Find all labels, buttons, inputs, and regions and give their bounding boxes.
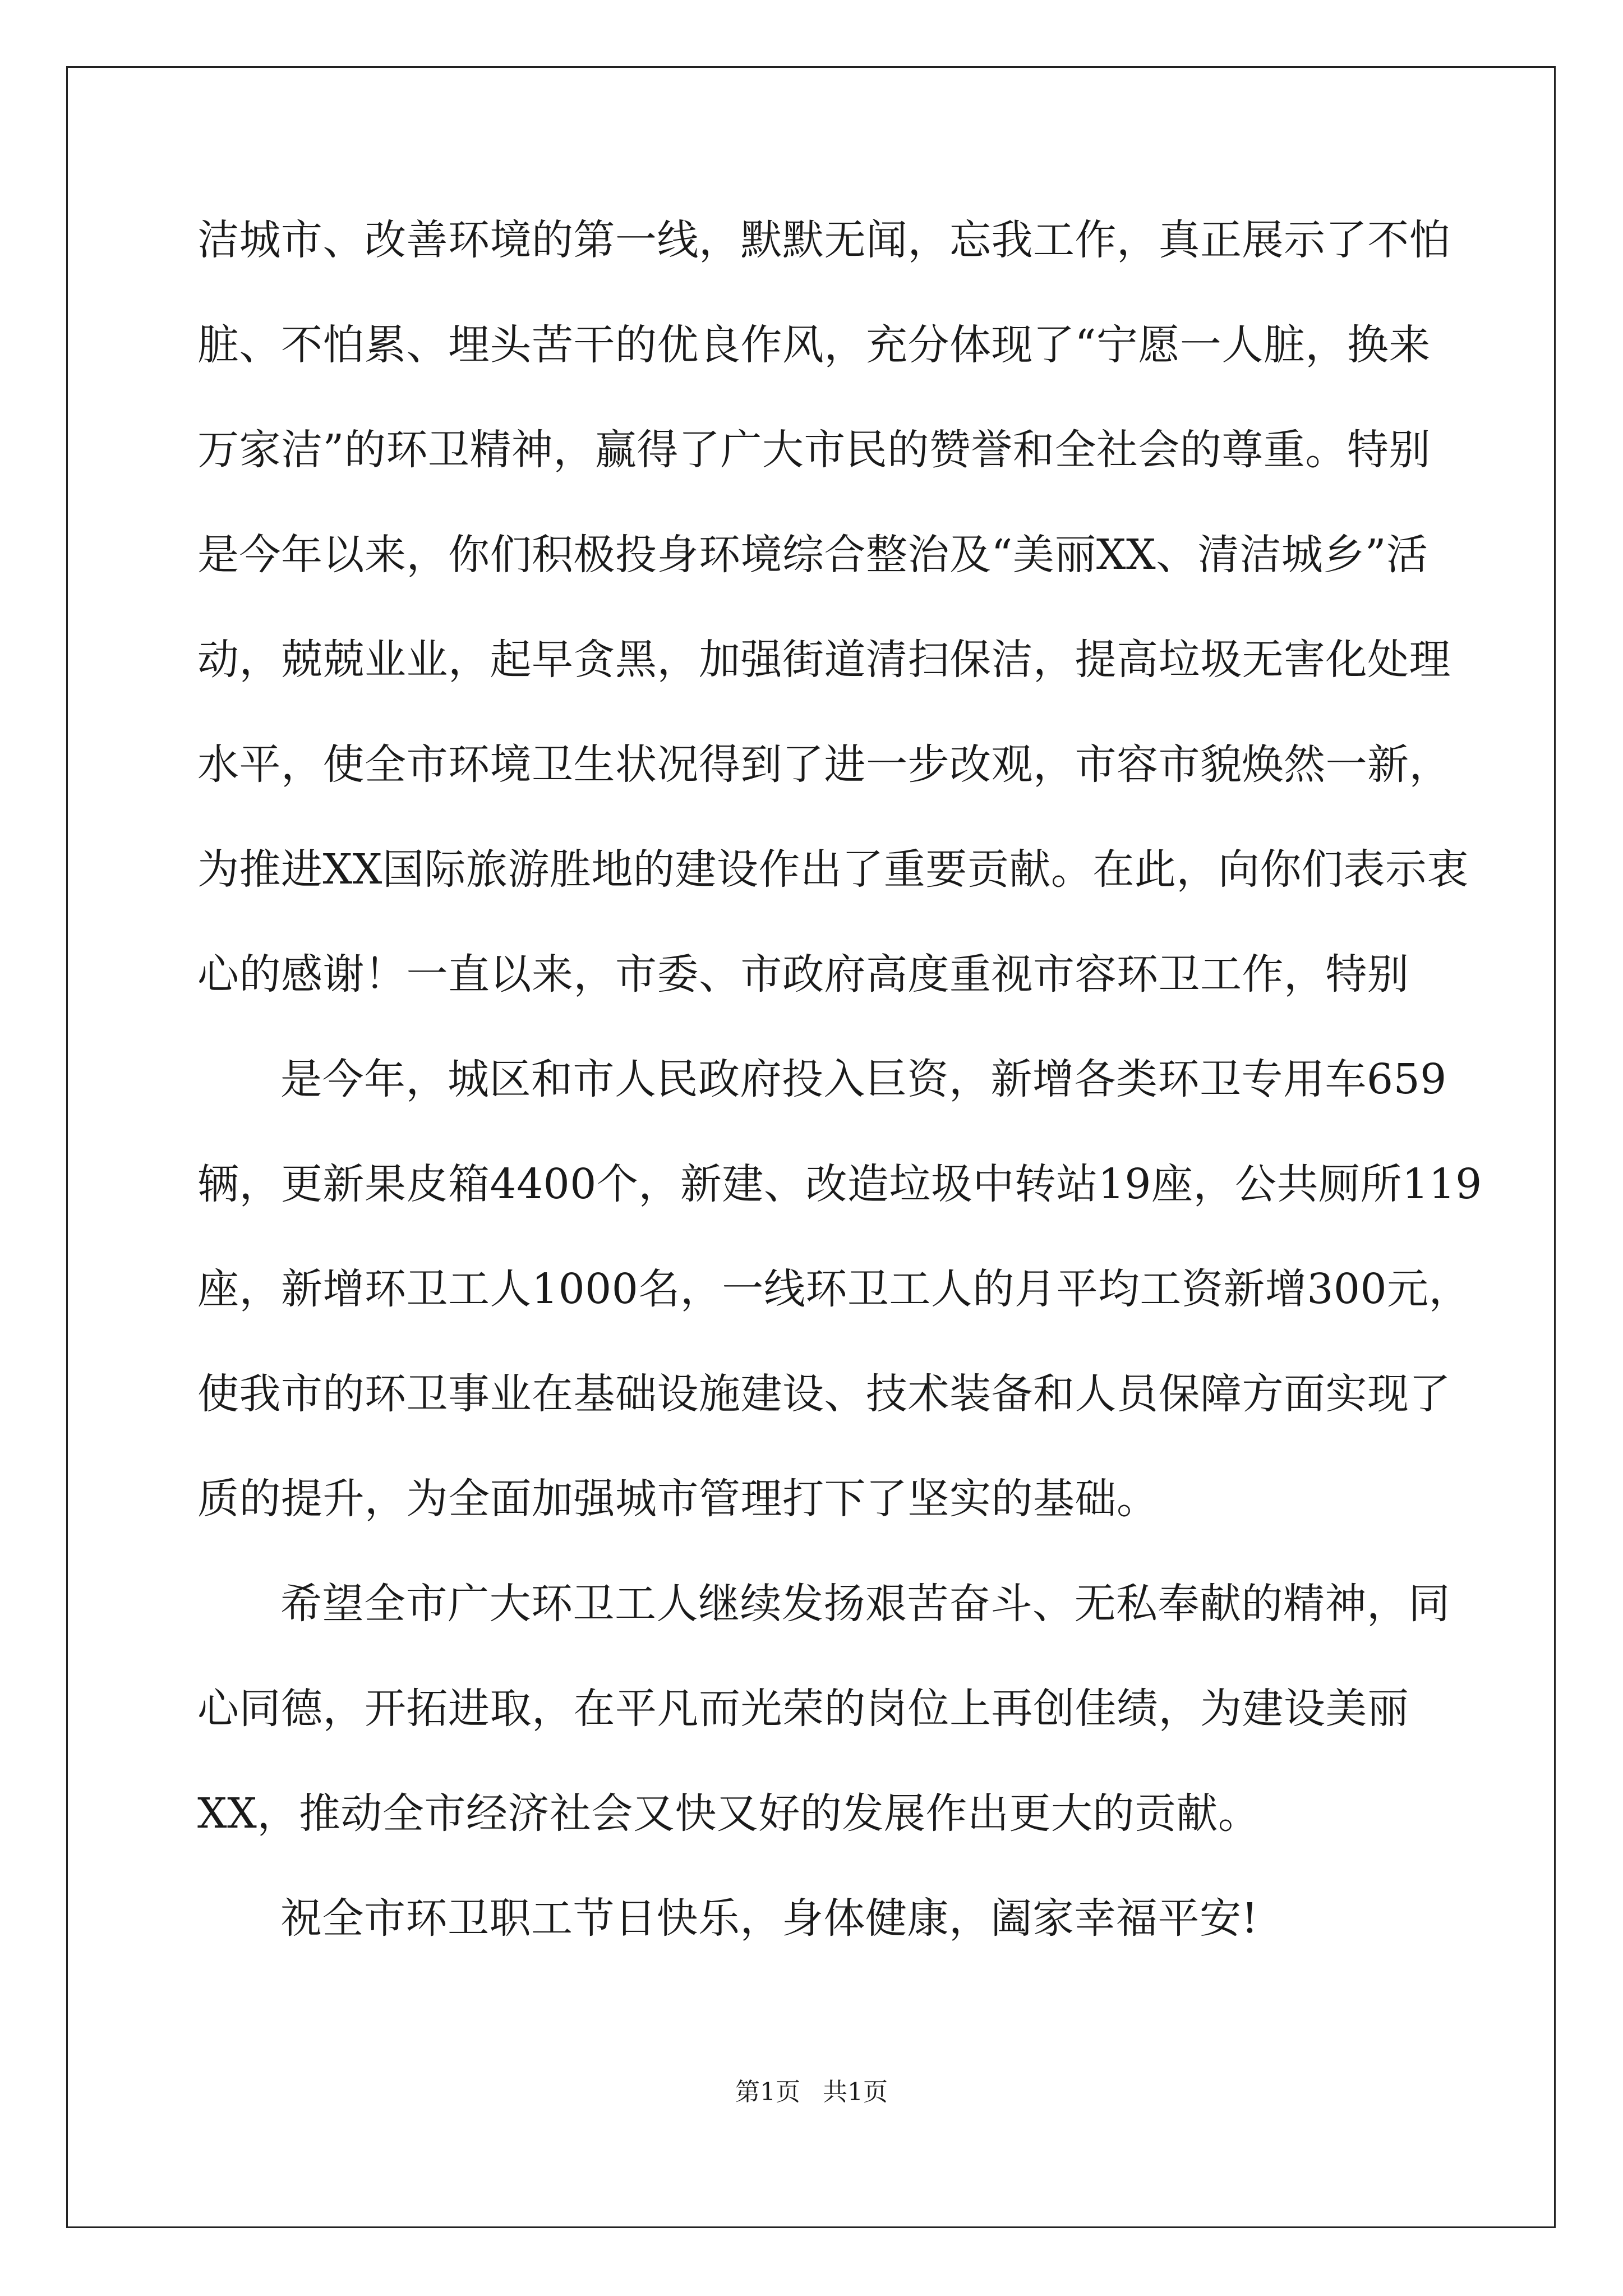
paragraph-start-line: 是今年，城区和市人民政府投入巨资，新增各类环卫专用车659 bbox=[280, 1055, 1447, 1103]
text-line: XX，推动全市经济社会又快又好的发展作出更大的贡献。 bbox=[197, 1789, 1260, 1838]
text-line: 动，兢兢业业，起早贪黑，加强街道清扫保洁，提高垃圾无害化处理 bbox=[197, 636, 1451, 684]
text-line: 心的感谢！一直以来，市委、市政府高度重视市容环卫工作，特别 bbox=[197, 950, 1409, 999]
page-number-current: 第1页 bbox=[735, 2078, 800, 2106]
text-line: 质的提升，为全面加强城市管理打下了坚实的基础。 bbox=[197, 1475, 1159, 1523]
text-line: 水平，使全市环境卫生状况得到了进一步改观，市容市貌焕然一新， bbox=[197, 740, 1451, 789]
paragraph-start-line: 希望全市广大环卫工人继续发扬艰苦奋斗、无私奉献的精神，同 bbox=[280, 1580, 1450, 1628]
page-number-total: 共1页 bbox=[823, 2078, 888, 2106]
text-line: 辆，更新果皮箱4400个，新建、改造垃圾中转站19座，公共厕所119 bbox=[197, 1160, 1482, 1208]
text-line: 座，新增环卫工人1000名，一线环卫工人的月平均工资新增300元， bbox=[197, 1265, 1471, 1313]
text-line: 万家洁”的环卫精神，赢得了广大市民的赞誉和全社会的尊重。特别 bbox=[197, 426, 1431, 474]
text-line: 心同德，开拓进取，在平凡而光荣的岗位上再创佳绩，为建设美丽 bbox=[197, 1685, 1409, 1733]
text-line: 是今年以来，你们积极投身环境综合整治及“美丽XX、清洁城乡”活 bbox=[197, 531, 1428, 579]
text-line: 使我市的环卫事业在基础设施建设、技术装备和人员保障方面实现了 bbox=[197, 1370, 1451, 1418]
page-footer bbox=[0, 2076, 1623, 2109]
text-line: 为推进XX国际旅游胜地的建设作出了重要贡献。在此，向你们表示衷 bbox=[197, 845, 1469, 894]
document-body bbox=[197, 213, 1482, 1996]
text-line: 脏、不怕累、埋头苦干的优良作风，充分体现了“宁愿一人脏，换来 bbox=[197, 321, 1431, 369]
paragraph-start-line: 祝全市环卫职工节日快乐，身体健康，阖家幸福平安! bbox=[280, 1894, 1258, 1943]
text-line: 洁城市、改善环境的第一线，默默无闻，忘我工作，真正展示了不怕 bbox=[197, 216, 1451, 264]
